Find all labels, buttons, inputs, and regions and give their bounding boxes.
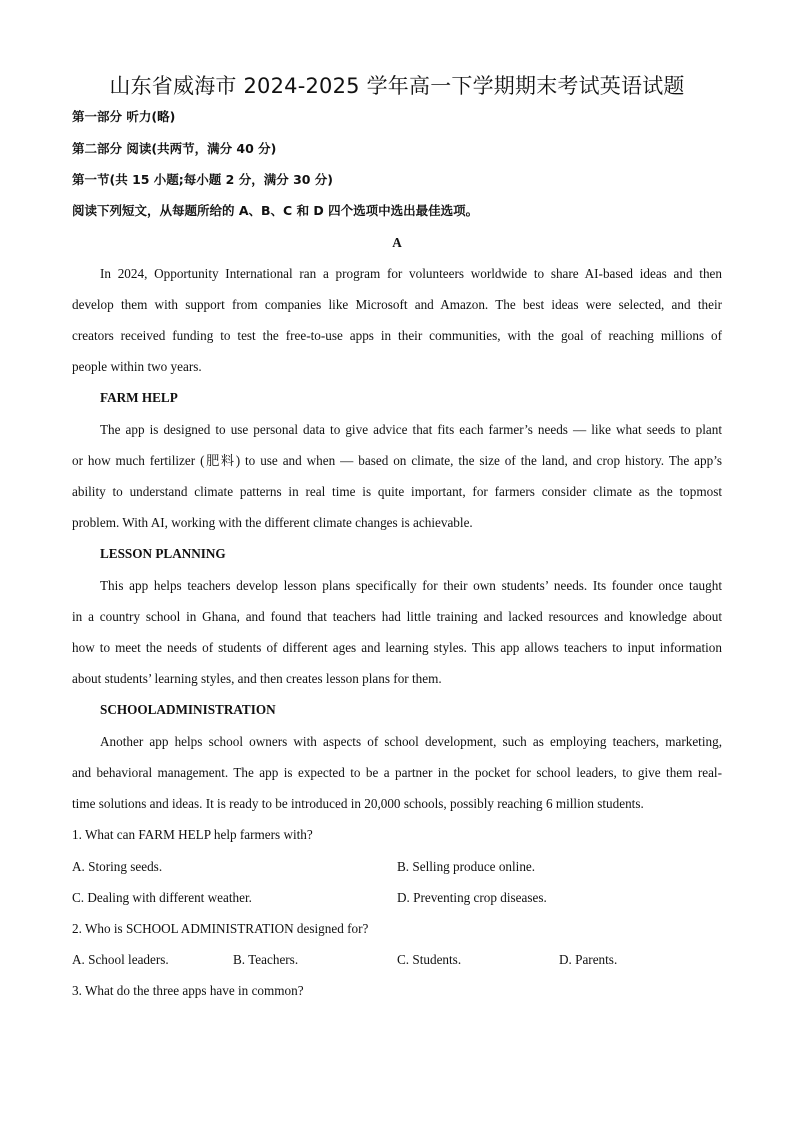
- page-title: 山东省威海市 2024-2025 学年高一下学期期末考试英语试题: [109, 74, 685, 98]
- section1-heading: 第一节(共 15 小题;每小题 2 分，满分 30 分): [72, 172, 334, 187]
- question-option: C. Students.: [397, 952, 462, 967]
- lesson-line: in a country school in Ghana, and found that teachers had little training and lacked resources and knowledge about: [72, 609, 722, 624]
- school-line: Another app helps school owners with aspects of school development, such as employing teachers, marketing,: [100, 734, 722, 749]
- part1-heading: 第一部分 听力(略): [72, 109, 176, 124]
- part2-heading: 第二部分 阅读(共两节，满分 40 分): [72, 141, 277, 156]
- question-option: B. Selling produce online.: [397, 859, 536, 874]
- lesson-line: about students’ learning styles, and then creates lesson plans for them.: [72, 671, 442, 686]
- farm-line: The app is designed to use personal data to give advice that fits each farmer’s needs — like what seeds to plant: [100, 422, 722, 437]
- question-stem: 2. Who is SCHOOL ADMINISTRATION designed for?: [72, 921, 369, 936]
- intro-line: develop them with support from companies like Microsoft and Amazon. The best ideas were selected, and their: [72, 297, 722, 312]
- question-stem: 1. What can FARM HELP help farmers with?: [72, 827, 313, 842]
- intro-line: In 2024, Opportunity International ran a program for volunteers worldwide to share AI-based ideas and then: [100, 266, 722, 281]
- question-option: B. Teachers.: [233, 952, 299, 967]
- intro-line: creators received funding to test the free-to-use apps in their communities, with the goal of reaching millions of: [72, 328, 722, 343]
- school-administration-heading: SCHOOLADMINISTRATION: [100, 702, 276, 717]
- question-option: D. Preventing crop diseases.: [397, 890, 547, 905]
- school-line: time solutions and ideas. It is ready to be introduced in 20,000 schools, possibly reaching 6 million students.: [72, 796, 644, 811]
- instruction-text: 阅读下列短文，从每题所给的 A、B、C 和 D 四个选项中选出最佳选项。: [72, 203, 479, 218]
- farm-help-heading: FARM HELP: [100, 390, 178, 405]
- passage-label: A: [392, 235, 402, 250]
- question-option: D. Parents.: [559, 952, 618, 967]
- farm-line: problem. With AI, working with the different climate changes is achievable.: [72, 515, 473, 530]
- question-stem: 3. What do the three apps have in common?: [72, 983, 304, 998]
- lesson-line: how to meet the needs of students of different ages and learning styles. This app allows teachers to input information: [72, 640, 722, 655]
- question-option: A. Storing seeds.: [72, 859, 163, 874]
- farm-line: or how much fertilizer (肥料) to use and when — based on climate, the size of the land, and crop history. The app’s: [72, 453, 722, 468]
- lesson-line: This app helps teachers develop lesson plans specifically for their own students’ needs. Its founder once taught: [100, 578, 722, 593]
- farm-line: ability to understand climate patterns in real time is quite important, for farmers consider climate as the topmost: [72, 484, 722, 499]
- question-option: A. School leaders.: [72, 952, 169, 967]
- school-line: and behavioral management. The app is expected to be a partner in the pocket for school leaders, to give them real-: [72, 765, 722, 780]
- question-option: C. Dealing with different weather.: [72, 890, 252, 905]
- lesson-planning-heading: LESSON PLANNING: [100, 546, 226, 561]
- intro-line: people within two years.: [72, 359, 202, 374]
